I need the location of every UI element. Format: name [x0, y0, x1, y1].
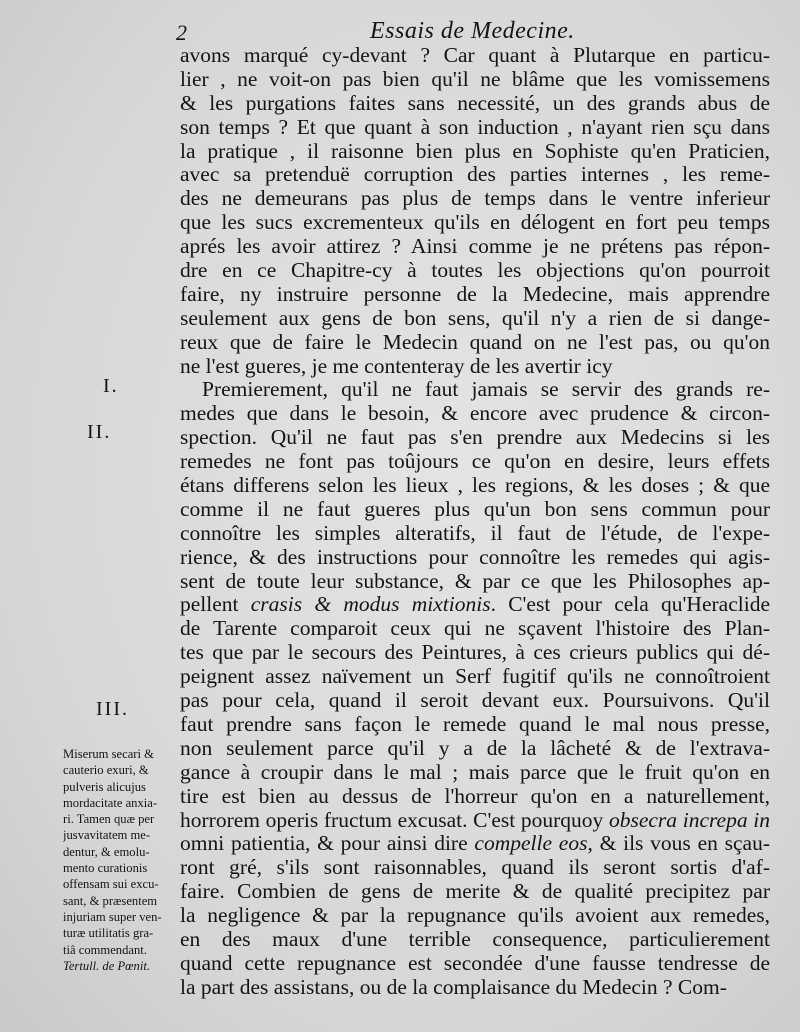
text-line: connoître les simples alteratifs, il faut de l'étude, de l'expe-	[180, 521, 770, 545]
text-line: tire est bien au dessus de l'horreur qu'on en a naturellement,	[180, 784, 770, 808]
text-line: faut prendre sans façon le remede quand le mal nous presse,	[180, 712, 770, 736]
marginal-note-line: offensam sui excu-	[63, 877, 159, 892]
section-marker-i: I.	[103, 375, 119, 397]
text-line: son temps ? Et que quant à son induction , n'ayant rien sçu dans	[180, 115, 770, 139]
page-number: 2	[176, 20, 187, 45]
text-line: quand cette repugnance est secondée d'une fausse tendresse de	[180, 951, 770, 975]
text-line: gance à croupir dans le mal ; mais parce que le fruit qu'on en	[180, 760, 770, 784]
text-line: des ne demeurans pas plus de temps dans le ventre inferieur	[180, 187, 770, 211]
text-line: pas pour cela, quand il seroit devant eux. Poursuivons. Qu'il	[180, 689, 770, 713]
marginal-note-line: sant, & præsentem	[63, 893, 158, 908]
marginal-note-line: jusvavitatem me-	[63, 828, 151, 843]
text-line: comme il ne faut gueres plus qu'un bon sens commun pour	[180, 497, 770, 521]
text-line: lier , ne voit-on pas bien qu'il ne blâme que les vomissemens	[180, 67, 770, 91]
marginal-note-line: mento curationis	[63, 861, 148, 876]
latin-phrase: obsecra increpa in	[608, 808, 770, 832]
text-line: ront gré, s'ils sont raisonnables, quand ils seront sortis d'af-	[180, 856, 770, 880]
marginal-note	[63, 746, 181, 974]
text-line: seulement aux gens de bon sens, qu'il n'y a rien de si dange-	[180, 306, 770, 330]
text-line: Premierement, qu'il ne faut jamais se servir des grands re-	[202, 378, 770, 402]
text-line: étans differens selon les lieux , les regions, & les doses ; & que	[180, 474, 770, 498]
text-line: remedes ne font pas toûjours ce qu'on en desire, leurs effets	[180, 450, 770, 474]
marginal-note-line: turæ utilitatis gra-	[63, 926, 154, 941]
text-line: faire. Combien de gens de merite & de qualité precipitez par	[180, 880, 770, 904]
text-line: spection. Qu'il ne faut pas s'en prendre aux Medecins si les	[180, 426, 770, 450]
text-line: pellent crasis & modus mixtionis. C'est pour cela qu'Heraclide	[180, 593, 770, 617]
text-line: en des maux d'une terrible consequence, particulierement	[180, 927, 770, 951]
text-line: la negligence & par la repugnance qu'ils avoient aux remedes,	[180, 904, 770, 928]
text-line: faire, ny instruire personne de la Medecine, mais apprendre	[180, 282, 770, 306]
text-line: la part des assistans, ou de la complaisance du Medecin ? Com-	[180, 975, 727, 999]
text-line: aprés les avoir attirez ? Ainsi comme je ne prétens pas répon-	[180, 235, 770, 259]
text-line: horrorem operis fructum excusat. C'est pourquoy obsecra increpa in	[180, 808, 770, 832]
running-head: Essais de Medecine.	[370, 18, 575, 44]
text-line: de Tarente comparoit ceux qui ne sçavent l'histoire des Plan-	[180, 617, 770, 641]
text-line: avons marqué cy-devant ? Car quant à Plutarque en particu-	[180, 44, 770, 67]
text-line: dre en ce Chapitre-cy à toutes les objections qu'on pourroit	[180, 259, 770, 283]
marginal-note-line: ri. Tamen quæ per	[63, 812, 155, 827]
text-line: omni patientia, & pour ainsi dire compelle eos, & ils vous en sçau-	[180, 832, 770, 856]
text-line: tes que par le secours des Peintures, à ces crieurs publics qui dé-	[180, 641, 770, 665]
text-line: reux que de faire le Medecin quand on ne l'est pas, ou qu'on	[180, 330, 770, 354]
text-line: sent de toute leur substance, & par ce que les Philosophes ap-	[180, 569, 770, 593]
text-line: que les sucs excrementeux qu'ils en délogent en fort peu temps	[180, 211, 770, 235]
text-line: avec sa pretenduë corruption des parties internes , les reme-	[180, 163, 770, 187]
marginal-note-line: Miserum secari &	[63, 747, 154, 761]
latin-phrase: compelle eos	[474, 832, 588, 856]
marginal-note-line: tiâ commendant.	[63, 942, 147, 957]
body-text	[180, 44, 770, 1000]
section-marker-ii: II.	[87, 421, 112, 443]
marginal-note-line: mordacitate anxia-	[63, 795, 158, 810]
marginal-note-line: cauterio exuri, &	[63, 763, 149, 778]
marginal-note-line: Tertull. de Pœnit.	[63, 958, 150, 973]
marginal-note-line: injuriam super ven-	[63, 909, 162, 924]
latin-phrase: crasis & modus mixtionis	[250, 593, 491, 617]
text-line: & les purgations faites sans necessité, un des grands abus de	[180, 91, 770, 115]
marginal-note-line: pulveris alicujus	[63, 779, 146, 794]
text-line: rience, & des instructions pour connoître les remedes qui agis-	[180, 545, 770, 569]
marginal-note-line: dentur, & emolu-	[63, 844, 150, 859]
section-marker-iii: III.	[96, 698, 129, 720]
text-line: non seulement parce qu'il y a de la lâcheté & de l'extrava-	[180, 736, 770, 760]
text-line: ne l'est gueres, je me contenteray de les avertir icy	[180, 354, 613, 378]
text-line: medes que dans le besoin, & encore avec prudence & circon-	[180, 402, 770, 426]
text-line: la pratique , il raisonne bien plus en Sophiste qu'en Praticien,	[180, 139, 770, 163]
text-line: peignent assez naïvement un Serf fugitif qu'ils ne connoîtroient	[180, 665, 770, 689]
